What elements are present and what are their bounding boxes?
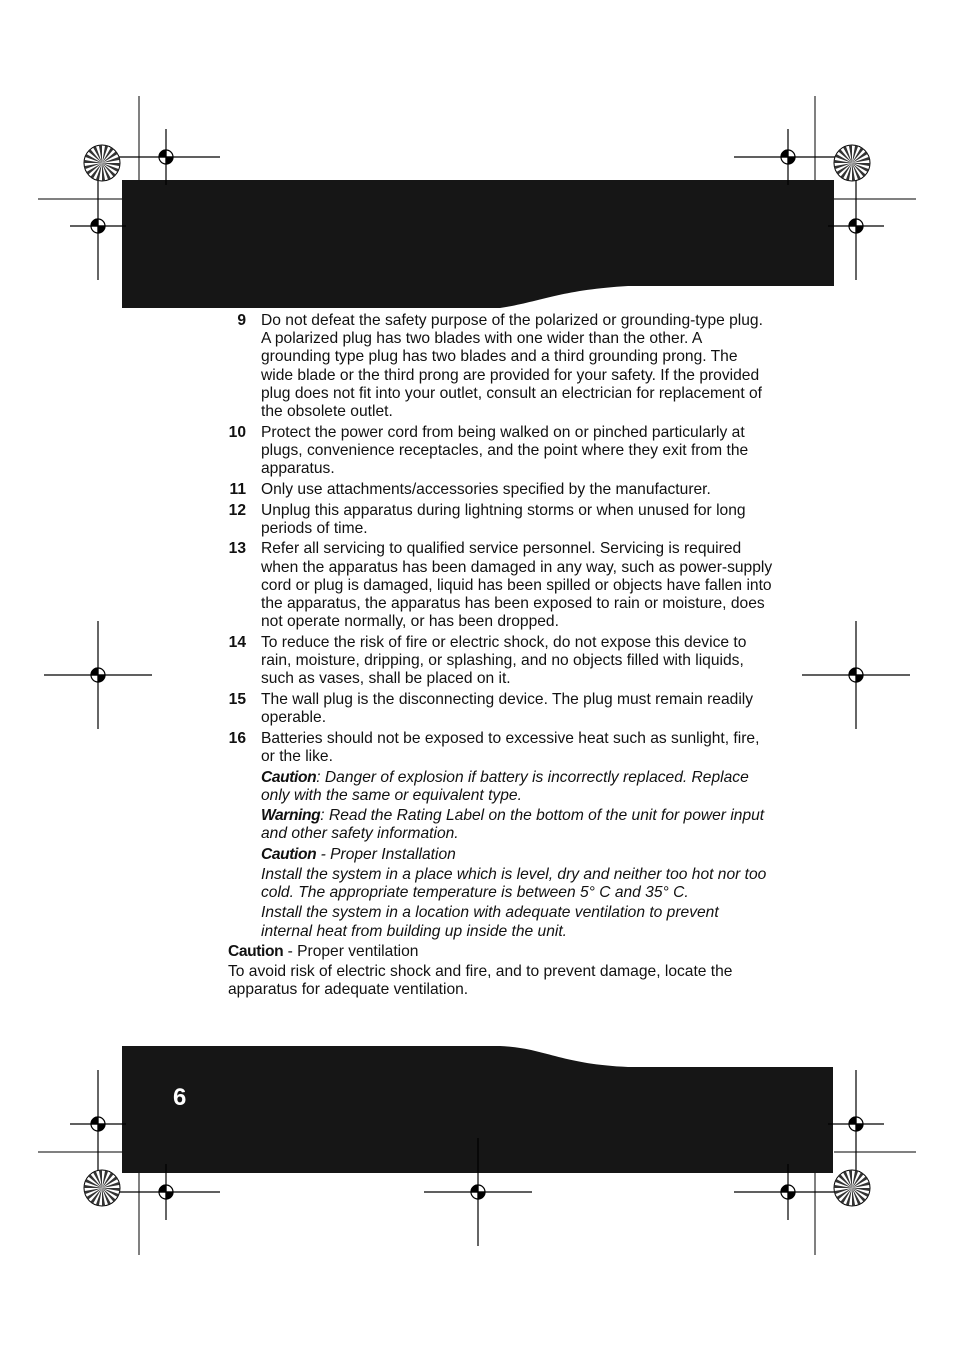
item-text: Unplug this apparatus during lightning storms or when unused for long periods of time. bbox=[261, 501, 746, 537]
list-item bbox=[228, 502, 773, 538]
list-item bbox=[228, 634, 773, 689]
caution-label: Caution bbox=[261, 768, 317, 786]
list-item bbox=[228, 424, 773, 479]
item-text: The wall plug is the disconnecting device. The plug must remain readily operable. bbox=[261, 691, 754, 727]
list-item bbox=[228, 481, 773, 499]
ventilation-heading bbox=[228, 943, 773, 961]
item-text: Do not defeat the safety purpose of the polarized or grounding-type plug. A polarized plug has two blades with one wider than the other. A grounding type plug has two blades and a third grounding prong. The wide blade or the third prong are provided for your safety. If the provided plug does not fit into your outlet, consult an electrician for replacement of the obsolete outlet. bbox=[261, 312, 763, 421]
caution-installation-heading bbox=[261, 846, 773, 864]
caution-battery-note bbox=[261, 769, 773, 805]
item-number: 15 bbox=[228, 691, 246, 709]
safety-instructions bbox=[228, 312, 773, 1001]
item-number: 16 bbox=[228, 729, 246, 747]
item-number: 13 bbox=[228, 540, 246, 558]
item-number: 14 bbox=[228, 633, 246, 651]
numbered-list bbox=[228, 312, 773, 766]
list-item bbox=[228, 730, 773, 766]
caution-label: Caution bbox=[228, 942, 284, 960]
page-number: 6 bbox=[173, 1084, 187, 1111]
item-number: 12 bbox=[228, 501, 246, 519]
installation-text-2: Install the system in a location with adequate ventilation to prevent internal heat from building up inside the unit. bbox=[261, 904, 719, 940]
ventilation-text: To avoid risk of electric shock and fire, and to prevent damage, locate the apparatus for adequate ventilation. bbox=[228, 962, 733, 999]
list-item bbox=[228, 312, 773, 421]
caution-label: Caution bbox=[261, 845, 317, 863]
warning-rating-text: : Read the Rating Label on the bottom of the unit for power input and other safety information. bbox=[261, 807, 765, 843]
item-text: Refer all servicing to qualified service personnel. Servicing is required when the apparatus has been damaged in any way, such as power-supply cord or plug is damaged, liquid has been spilled or objects have fallen into the apparatus, the apparatus has been exposed to rain or moisture, does not operate normally, or has been dropped. bbox=[261, 540, 773, 631]
item-text: To reduce the risk of fire or electric shock, do not expose this device to rain, moisture, dripping, or splashing, and no objects filled with liquids, such as vases, shall be placed on it. bbox=[261, 633, 747, 688]
ventilation-title: - Proper ventilation bbox=[283, 942, 419, 960]
warning-label: Warning bbox=[261, 807, 321, 825]
list-item bbox=[228, 691, 773, 727]
item-text: Batteries should not be exposed to excessive heat such as sunlight, fire, or the like. bbox=[261, 729, 760, 766]
list-item bbox=[228, 540, 773, 631]
caution-installation-title: - Proper Installation bbox=[316, 845, 456, 863]
item-number: 10 bbox=[228, 423, 246, 441]
caution-battery-text: : Danger of explosion if battery is incorrectly replaced. Replace only with the same or equivalent type. bbox=[261, 768, 749, 805]
warning-rating-note bbox=[261, 807, 773, 843]
item-number: 11 bbox=[229, 480, 246, 498]
item-text: Only use attachments/accessories specified by the manufacturer. bbox=[261, 480, 711, 498]
item-text: Protect the power cord from being walked on or pinched particularly at plugs, convenience receptacles, and the point where they exit from the apparatus. bbox=[261, 423, 749, 478]
item-number: 9 bbox=[237, 312, 246, 329]
installation-text-1: Install the system in a place which is level, dry and neither too hot nor too cold. The appropriate temperature is between 5° C and 35° C. bbox=[261, 865, 767, 902]
